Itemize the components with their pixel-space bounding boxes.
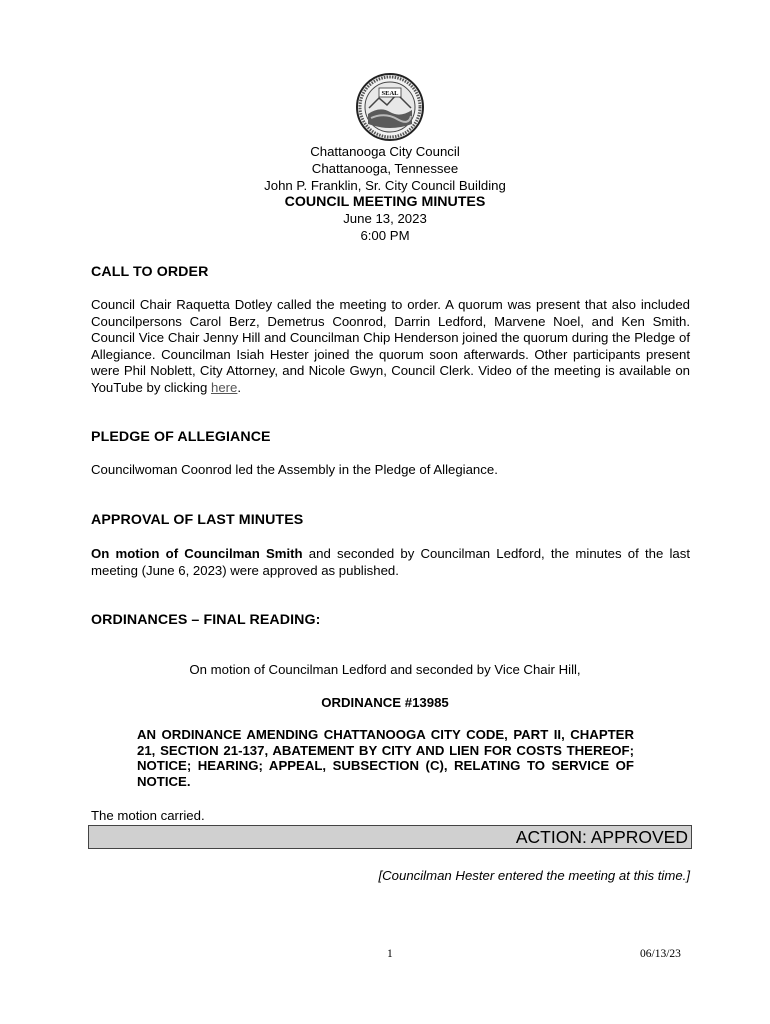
ordinance-motion: On motion of Councilman Ledford and seconded by Vice Chair Hill, <box>189 662 581 677</box>
action-bar <box>88 825 692 849</box>
meeting-note: [Councilman Hester entered the meeting at this time.] <box>378 868 690 883</box>
pledge-paragraph: Councilwoman Coonrod led the Assembly in the Pledge of Allegiance. <box>91 462 498 477</box>
section-heading-pledge: PLEDGE OF ALLEGIANCE <box>91 429 271 445</box>
call-to-order-end: . <box>237 379 242 395</box>
action-status: ACTION: APPROVED <box>515 827 688 847</box>
meeting-time: 6:00 PM <box>360 227 410 243</box>
call-to-order-paragraph <box>91 297 690 397</box>
youtube-link[interactable]: here <box>211 379 238 395</box>
approval-text: and seconded by Councilman Ledford, the minutes of the last meeting (June 6, 2023) were approved as published. <box>91 546 691 578</box>
city-state: Chattanooga, Tennessee <box>311 160 459 176</box>
section-heading-call-to-order: CALL TO ORDER <box>91 264 209 280</box>
page-number: 1 <box>387 948 393 960</box>
council-name: Chattanooga City Council <box>310 144 460 159</box>
ordinance-number: ORDINANCE #13985 <box>321 695 449 710</box>
meeting-date: June 13, 2023 <box>343 211 427 227</box>
section-heading-approval: APPROVAL OF LAST MINUTES <box>91 512 304 528</box>
call-to-order-text: Council Chair Raquetta Dotley called the meeting to order. A quorum was present that also included Councilpersons Carol Berz, Demetrus Coonrod, Darrin Ledford, Marvene Noel, and Ken Smith. Council Vice Chair Jenny Hill and Councilman Chip Henderson joined the quorum during the Pledge of Allegiance. Councilman Isiah Hester joined the quorum soon afterwards. Other participants present were Phil Noblett, City Attorney, and Nicole Gwyn, Council Clerk. Video of the meeting is available on YouTube by clicking <box>91 297 690 395</box>
document-title: COUNCIL MEETING MINUTES <box>284 194 486 211</box>
approval-motion-lead: On motion of Councilman Smith <box>91 546 303 561</box>
seal-label: SEAL <box>381 90 399 97</box>
section-heading-ordinances: ORDINANCES – FINAL READING: <box>91 612 321 628</box>
city-seal-icon <box>355 72 425 142</box>
footer-date: 06/13/23 <box>640 948 681 960</box>
approval-paragraph <box>91 546 690 579</box>
building-name: John P. Franklin, Sr. City Council Building <box>264 177 506 193</box>
motion-result: The motion carried. <box>91 808 205 823</box>
ordinance-text: AN ORDINANCE AMENDING CHATTANOOGA CITY CODE, PART II, CHAPTER 21, SECTION 21-137, ABATEMENT BY CITY AND LIEN FOR COSTS THEREOF; NOTICE; HEARING; APPEAL, SUBSECTION (C), RELATING TO SERVICE OF NOTICE. <box>137 727 634 789</box>
document-header <box>0 144 770 245</box>
